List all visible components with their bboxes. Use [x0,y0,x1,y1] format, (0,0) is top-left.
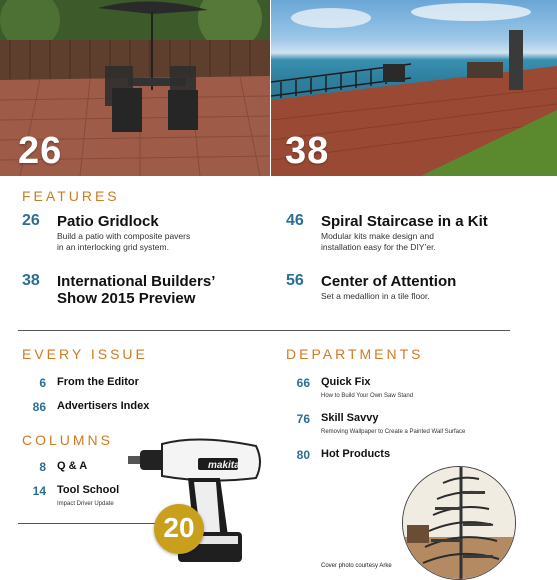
feature-page-number-26: 26 [18,130,63,172]
item-description: How to Build Your Own Saw Stand [321,393,414,399]
item-number: 76 [296,412,310,426]
feature-number: 38 [22,272,40,289]
feature-page-number-38: 38 [285,130,330,172]
patio-photo [0,0,270,176]
feature-number: 26 [22,212,40,229]
departments-heading: DEPARTMENTS [286,346,424,362]
item-title: Tool School [57,484,120,496]
section-divider [18,330,510,331]
item-number: 8 [39,460,46,474]
columns-heading: COLUMNS [22,432,114,448]
features-heading: FEATURES [22,188,120,204]
feature-description: Build a patio with composite pavers in an interlocking grid system. [57,231,191,252]
item-title: Skill Savvy [321,412,379,424]
item-number: 86 [32,400,46,414]
item-number: 14 [32,484,46,498]
feature-number: 56 [286,272,304,289]
every-issue-heading: EVERY ISSUE [22,346,148,362]
item-title: Advertisers Index [57,400,150,412]
item-number: 66 [296,376,310,390]
cover-photo-credit: Cover photo courtesy Arke [321,563,392,569]
tool-brand-label: makita [208,460,240,471]
impact-driver-photo [128,432,268,580]
item-description: Impact Driver Update [57,501,114,507]
page-20-badge[interactable] [154,504,204,554]
item-title: Q & A [57,460,88,472]
item-title: Hot Products [321,448,391,460]
item-number: 80 [296,448,310,462]
item-title: From the Editor [57,376,139,388]
feature-title: Center of Attention [321,273,457,290]
item-description: Removing Wallpaper to Create a Painted Wall Surface [321,429,466,435]
item-title: Quick Fix [321,376,371,388]
spiral-staircase-photo [402,466,516,580]
feature-description: Set a medallion in a tile floor. [321,291,430,301]
feature-number: 46 [286,212,304,229]
item-number: 6 [39,376,46,390]
deck-photo [271,0,557,176]
feature-description: Modular kits make design and installation easy for the DIY’er. [321,231,436,252]
feature-title: Patio Gridlock [57,213,159,230]
badge-number: 20 [163,512,195,543]
feature-title: International Builders’ Show 2015 Preview [57,273,216,307]
feature-title: Spiral Staircase in a Kit [321,213,488,230]
